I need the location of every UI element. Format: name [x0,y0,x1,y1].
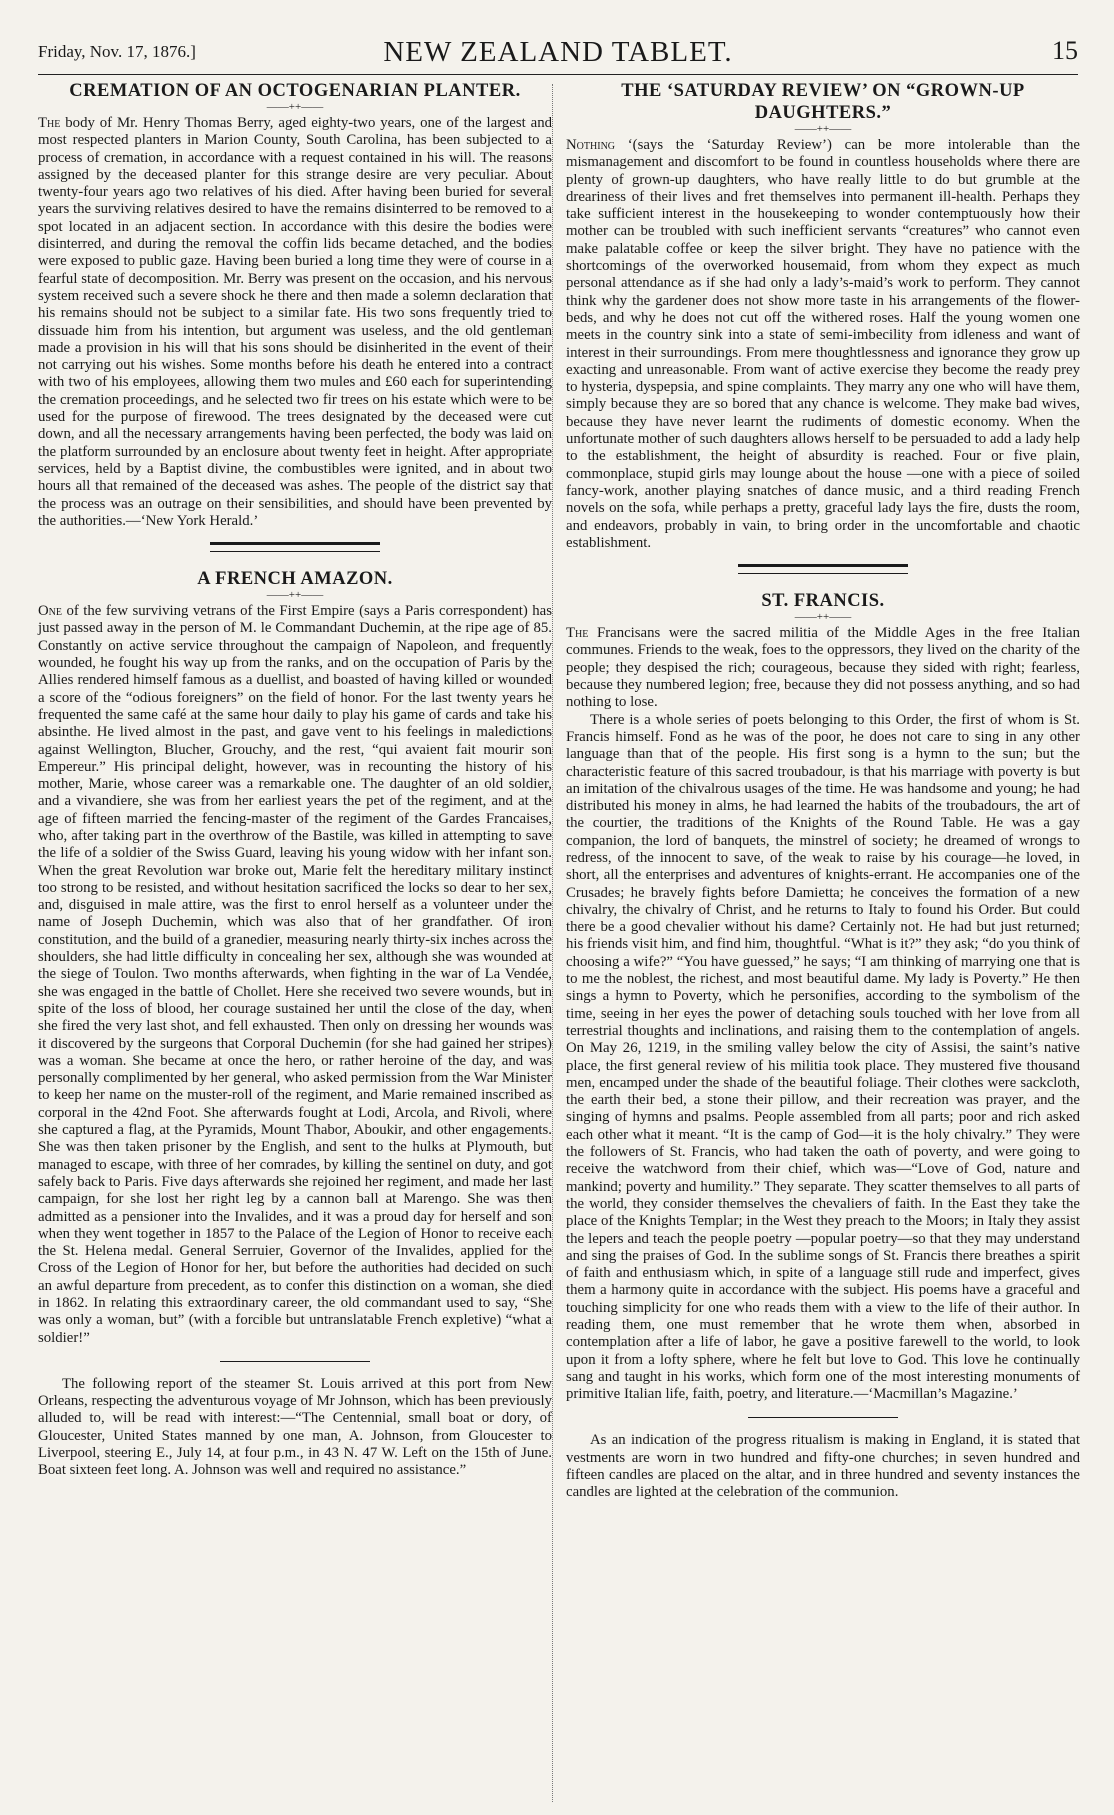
article-text: body of Mr. Henry Thomas Berry, aged eighty-two years, one of the largest and most respected planters in Marion County, South Carolina, has been subjected to a process of cremation, in accordance with a request contained in his will. The reasons assigned by the deceased planter for this strange desire are very peculiar. About twenty-four years ago two relatives of his died. After having been buried for several years the surviving relatives desired to have the remains disinterred to be removed to a spot located in an adjacent section. In accordance with this desire the bodies were disinterred, and during the removal the coffin lids became detached, and the bodies were exposed to public gaze. Having been buried a long time they were of course in a fearful state of decomposition. Mr. Berry was present on the occasion, and his nervous system received such a severe shock he there and then made a solemn declaration that his remains should not be subject to a similar fate. His two sons frequently tried to dissuade him from his intention, but argument was useless, and the old gentleman made a provision in his will that his sons should be disinherited in the event of their not carrying out his wishes. Some months before his death he entered into a contract with two of his employees, allowing them two mules and £60 each for superintending the cremation proceedings, and he selected two fir trees on his estate which were to be used for the purpose of firewood. The trees designated by the deceased were cut down, and all the necessary arrangements having been perfected, the body was laid on the platform surrounded by an enclosure about twenty feet in height. After appropriate services, held by a Baptist divine, the combustibles were ignited, and in about two hours all that remained of the deceased was ashes. The people of the district say that the process was an outrage on their sensibilities, and should have been prevented by the authorities.—‘New York Herald.’ [38,115,552,529]
article-text: The following report of the steamer St. Louis arrived at this port from New Orleans, respecting the adventurous voyage of Mr Johnson, which has been previously alluded to, will be read with interest:—“The Centennial, small boat or dory, of Gloucester, United States manned by one man, A. Johnson, from Gloucester to Liverpool, steering E., July 14, at four p.m., in 43 N. 47 W. Left on the 15th of June. Boat sixteen feet long. A. Johnson was well and required no assistance.” [38,1375,552,1479]
article-body [38,603,552,1347]
article-title: A FRENCH AMAZON. [197,569,393,590]
article-title: THE ‘SATURDAY REVIEW’ ON “GROWN-UP DAUGHTERS.” [621,81,1025,123]
ornament: ——++—— [794,611,852,624]
column-divider [552,84,553,1802]
issue-date: Friday, Nov. 17, 1876.] [38,42,196,61]
ornament: ——++—— [794,123,852,135]
article-title: CREMATION OF AN OCTOGENARIAN PLANTER. [69,81,521,101]
article-ritualism [566,1432,1080,1501]
article-body [38,115,552,530]
ornament: ——++—— [266,589,324,602]
ornament: ——++—— [266,101,324,113]
section-rule [748,1417,898,1418]
section-rule [738,564,908,574]
article-body: There is a whole series of poets belonging to this Order, the first of whom is St. Francis himself. Fond as he was of the poor, he does not care to sing in any other language than that of the people. His first song is a hymn to the sun; but the characteristic feature of this sacred troubadour, is that his marriage with poverty is but an imitation of the chivalrous usages of the time. He was handsome and young; he had distributed his money in alms, he had learned the habits of the troubadours, the art of the courtier, the traditions of the Knights of the Round Table. He was a gay companion, the lord of banquets, the minstrel of society; he dreamed of wrongs to redress, of the innocent to save, of the weak to raise by his courage—he loved, in short, all the enterprises and adventures of knights-errant. He accompanies one of the Crusades; he bravely fights before Damietta; he conceives the formation of a new chivalry, the chivalry of Christ, and he returns to Italy to found his Order. But could there be a good chevalier without his dame? Certainly not. He had but just returned; his friends visit him, and find him, thoughtful. “What is it?” they ask; “do you think of choosing a wife?” “You have guessed,” he says; “I am thinking of marrying one that is to me the noblest, the richest, and most beautiful dame. My lady is Poverty.” He then sings a hymn to Poverty, which he personifies, according to the symbolism of the time, seeing in her eyes the power of detaching souls touched with her love from all terrestrial thoughts and inclinations, and raising them to the contemplation of angels. On May 26, 1219, in the smiling valley below the city of Assisi, the saint’s native place, the first general review of his militia took place. They mustered five thousand men, encamped under the shade of the beautiful foliage. Their clothes were sackcloth, the earth their bed, a stone their pillow, and their recreation was prayer, and the singing of hymns and psalms. People assembled from all parts; poor and rich asked each other what it meant. “It is the camp of God—it is the holy chivalry.” They were the followers of St. Francis, who had taken the oath of poverty, and were going to receive the watchword from their chief, which was—“Love of God, nature and mankind; poverty and humility.” They separate. They scatter themselves to all parts of the world, they consider themselves the chevaliers of faith. In the East they take the place of the Knights Templar; in the West they preach to the Moors; in Italy they assist the lepers and teach the people poetry —popular poetry—so that they may understand and sing the praises of God. In the sublime songs of St. Francis there breathes a spirit of faith and enthusiasm which, in spite of a language still rude and imperfect, gives them a harmony quite in accordance with the subject. His poems have a graceful and touching simplicity for one who reads them with a view to the life of their author. In reading them, one must remember that he wrote them when, absorbed in contemplation after a life of labor, he gave a positive farewell to the world, to look upon it from a lofty sphere, where he felt but love to God. This love he continually sang and taught in his works, which form one of the most interesting monuments of primitive Italian life, faith, poetry, and literature.—‘Macmillan’s Magazine.’ [566,711,1080,1403]
lead-word: The [566,625,589,642]
article-text: Francisans were the sacred militia of the Middle Ages in the free Italian communes. Friends to the weak, foes to the oppressors, they lived on the charity of the people; they despised the rich; courageous, because they sided with right; fearless, because they numbered legion; free, because they did not possess anything, and so had nothing to lose. [566,625,1080,711]
article-st-francis [566,590,1080,1403]
article-grown-up-daughters [566,80,1080,552]
article-body [566,137,1080,552]
article-steamer-report [38,1376,552,1480]
article-text: As an indication of the progress ritualism is making in England, it is stated that vestments are worn in two hundred and fifty-one churches; in seven hundred and fifteen candles are placed on the altar, and in three hundred and seventy instances the candles are lighted at the celebration of the communion. [566,1432,1080,1501]
article-text: ‘(says the ‘Saturday Review’) can be more intolerable than the mismanagement and discomfort to be found in countless households where there are plenty of grown-up daughters, who have really little to do but grumble at the dreariness of their lives and fret themselves into permanent ill-health. Perhaps they take sufficient interest in the housekeeping to wonder contemptuously how their mother can be troubled with such inefficient servants “creatures” who cannot even make palatable coffee or keep the silver bright. They have no patience with the shortcomings of the overworked housemaid, from whom they expect as much personal attendance as if she had only a lady’s-maid’s work to perform. They cannot think why the gardener does not show more taste in his arrangements of the flower-beds, and why he does not cut off the withered roses. Half the young women one meets in the country sink into a state of semi-imbecility from idleness and want of interest in their surroundings. From mere thoughtlessness and ignorance they grow up exacting and unreasonable. From want of active exercise they become the ready prey to hysteria, dyspepsia, and spine complaints. They marry any one who will have them, simply because they are so bored that any chance is welcome. They make bad wives, because they have never learnt the rudiments of domestic economy. When the unfortunate mother of such daughters allows herself to be persuaded to add a lady help to the establishment, the height of absurdity is reached. Four or five plain, commonplace, stupid girls may lounge about the house —one with a piece of soiled fancy-work, another playing snatches of dance music, and a third reading French novels on the sofa, while perhaps a pretty, graceful lady lays the fire, dusts the room, and endeavors, probably in vain, to bring order in the uncomfortable and chaotic establishment. [566,137,1080,551]
section-rule [220,1361,370,1362]
article-title: ST. FRANCIS. [761,591,885,612]
lead-word: One [38,603,63,620]
masthead-title: NEW ZEALAND TABLET. [383,36,733,68]
article-text: of the few surviving vetrans of the First Empire (says a Paris correspondent) has just passed away in the person of M. le Commandant Duchemin, at the ripe age of 85. Constantly on active service throughout the campaign of Napoleon, and frequently wounded, he fought his way up from the ranks, and on the occupation of Paris by the Allies rendered himself famous as a duellist, and boasted of having killed or wounded a score of the “odious foreigners” on the field of honor. For the last twenty years he frequented the same café at the same hour daily to play his game of cards and take his absinthe. He lived almost in the past, and gave vent to his feelings in maledictions against Wellington, Blucher, Grouchy, and the rest, “qui avaient fait mourir son Empereur.” His principal delight, however, was in recounting the history of his mother, Marie, whose career was a remarkable one. The daughter of an old soldier, and a vivandiere, she was from her earliest years the pet of the regiment, and at the age of fifteen married the fencing-master of the regiment of the Gardes Francaises, who, after taking part in the overthrow of the Bastile, was killed in attempting to save the life of a soldier of the Swiss Guard, leaving his young widow with her infant son. When the great Revolution war broke out, Marie felt the hereditary military instinct too strong to be resisted, and without hesitation sacrificed the locks so dear to her sex, and, disguised in male attire, was the first to enrol herself as a volunteer under the name of Joseph Duchemin, which was also that of her grandfather. Of iron constitution, and the build of a granedier, measuring nearly thirty-six inches across the shoulders, she had little difficulty in concealing her sex, although she was wounded at the siege of Toulon. Two months afterwards, when fighting in the war of La Vendée, she was engaged in the battle of Chollet. Here she received two severe wounds, but in spite of the loss of blood, her courage sustained her until the close of the day, when she fired the very last shot, and fell exhausted. Then only on dressing her wounds was it discovered by the surgeons that Corporal Duchemin (for she had gained her stripes) was a woman. She became at once the hero, or rather heroine of the day, and was personally complimented by her general, who asked permission from the War Minister to keep her name on the muster-roll of the regiment, and Marie remained inscribed as corporal in the 42nd Foot. She afterwards fought at Lodi, Arcola, and Rivoli, where she captured a flag, at the Pyramids, Mount Thabor, Aboukir, and other engagements. She was then taken prisoner by the English, and sent to the hulks at Plymouth, but managed to escape, with three of her comrades, by killing the sentinel on duty, and got safely back to Paris. Five days afterwards she rejoined her regiment, and made her last campaign, for she lost her right leg by a cannon ball at Marengo. She was then admitted as a pensioner into the Invalides, and it was a proud day for herself and son when they went together in 1857 to the Palace of the Legion of Honor to receive each the St. Helena medal. General Serruier, Governor of the Invalides, applied for the Cross of the Legion of Honor for her, but before the authorities had decided on such an awful departure from precedent, as to confer this distinction on a woman, she died in 1862. In relating this extraordinary career, the old commandant used to say, “She was only a woman, but” (with a forcible but untranslatable French expletive) “what a soldier!” [38,603,552,1346]
page-number: 15 [1052,36,1078,65]
page-header [38,34,1078,75]
article-cremation [38,80,552,530]
article-french-amazon [38,568,552,1347]
lead-word: The [38,115,61,131]
article-body [566,625,1080,711]
section-rule [210,542,380,552]
lead-word: Nothing [566,137,616,153]
left-column [38,80,552,1480]
right-column [566,80,1080,1502]
